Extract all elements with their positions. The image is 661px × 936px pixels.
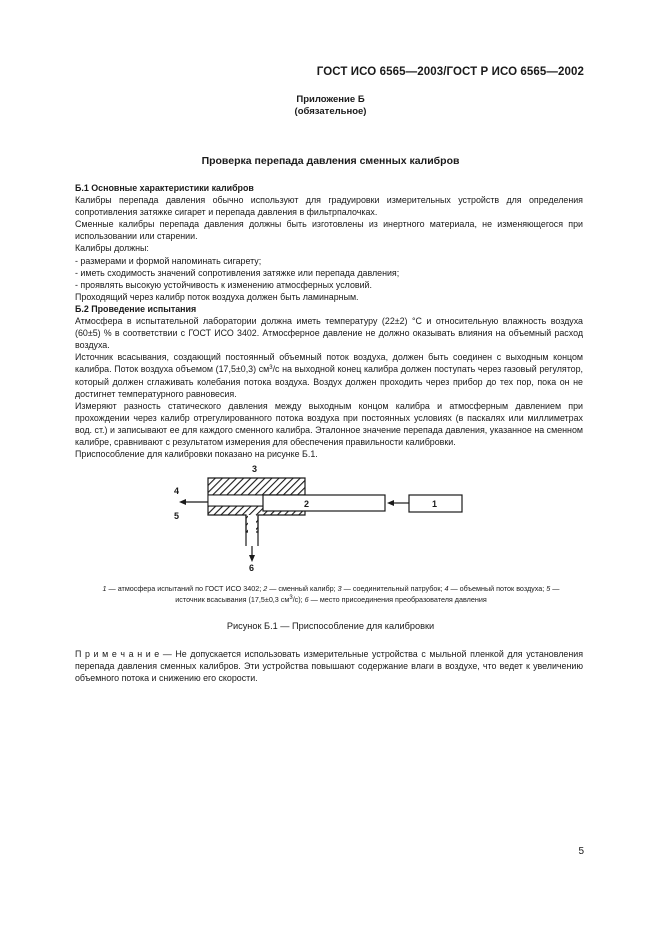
b2-paragraph-2 bbox=[75, 351, 583, 399]
label-5: 5 bbox=[174, 511, 180, 521]
b2-p2-part-b: /с на выходной конец калибра должен поступать через газовый регулятор, который должен сглаживать колебания потока воздуха. Воздух должен проходить через прибор до тех пор, пока он не достигнет температурного равновесия. bbox=[75, 364, 583, 399]
legend-text-5b: 0,3 см bbox=[268, 595, 290, 604]
side-channel-opening bbox=[248, 515, 256, 546]
connector-bore bbox=[208, 495, 263, 506]
calibration-diagram bbox=[160, 462, 480, 577]
label-1: 1 bbox=[432, 499, 438, 509]
label-6: 6 bbox=[249, 563, 255, 573]
calibrator bbox=[263, 495, 385, 511]
legend-num-6: 6 bbox=[304, 595, 309, 604]
b2-paragraph-1: Атмосфера в испытательной лаборатории должна иметь температуру (22±2) °C и относительную влажность воздуха (60±5) % в соответствии с ГОСТ ИСО 3402. Атмосферное давление не должно оказывать влияния на объемный расход воздуха. bbox=[75, 316, 583, 351]
b1-heading: Б.1 Основные характеристики калибров bbox=[75, 183, 254, 193]
airflow-arrow-head bbox=[387, 500, 394, 506]
legend-num-4: 4 bbox=[444, 584, 449, 593]
note-label: П р и м е ч а н и е bbox=[75, 649, 160, 659]
b1-paragraph-2: Сменные калибры перепада давления должны быть изготовлены из инертного материала, не изменяющегося при использовании или старении. bbox=[75, 219, 583, 242]
legend-text-2: — сменный калибр; bbox=[267, 584, 338, 593]
legend-text-1: — атмосфера испытаний по ГОСТ ИСО 3402; bbox=[106, 584, 264, 593]
note-text: — Не допускается использовать измерительные устройства с мыльной пленкой для установления перепада давления сменных калибров. Эти устройства повышают содержание влаги в воздухе, что ведет к увеличению объемного потока и снижению его скорости. bbox=[75, 649, 583, 684]
section-title: Проверка перепада давления сменных калибров bbox=[201, 155, 460, 167]
appendix-title: Приложение Б bbox=[296, 94, 365, 105]
b1-list-item-2: - иметь сходимость значений сопротивления затяжке или перепада давления; bbox=[75, 267, 400, 278]
b2-p2-part-a: Источник всасывания, создающий постоянный объемный поток воздуха, должен быть соединен с выходным концом калибра. Поток воздуха объемом (17,5±0,3) см bbox=[75, 352, 583, 375]
b2-paragraph-3: Измеряют разность статического давления между выходным концом калибра и атмосферным давлением при прохождении через калибр отрегулированного потока воздуха при постоянных условиях (в паскалях или миллиметрах вод. ст.) и записывают ее для каждого сменного калибра. Эталонное значение перепада давления, указанное на сменном калибре, сравнивают с результатом измерения для обеспечения правильности калибровки. bbox=[75, 400, 583, 447]
figure-legend bbox=[88, 583, 574, 605]
legend-superscript: 3 bbox=[289, 595, 293, 601]
document-header: ГОСТ ИСО 6565—2003/ГОСТ Р ИСО 6565—2002 bbox=[316, 66, 584, 78]
appendix-heading bbox=[0, 94, 661, 118]
label-3: 3 bbox=[252, 464, 258, 474]
appendix-status: (обязательное) bbox=[294, 106, 367, 117]
label-2: 2 bbox=[304, 499, 310, 509]
legend-text-3: — соединительный патрубок; bbox=[341, 584, 445, 593]
legend-text-5a: — источник всасывания (17,5 bbox=[175, 584, 560, 604]
legend-num-5: 5 bbox=[546, 584, 551, 593]
outflow-arrow-head bbox=[179, 499, 186, 505]
b2-p2-superscript: 3 bbox=[269, 365, 273, 372]
page-number: 5 bbox=[578, 846, 584, 857]
b1-paragraph-4: Проходящий через калибр поток воздуха должен быть ламинарным. bbox=[75, 291, 359, 302]
label-4: 4 bbox=[174, 486, 180, 496]
legend-text-5c: /с); bbox=[292, 595, 305, 604]
b2-heading: Б.2 Проведение испытания bbox=[75, 303, 197, 314]
b1-paragraph-3: Калибры должны: bbox=[75, 243, 149, 254]
legend-text-5pm: ± bbox=[264, 595, 269, 604]
legend-num-1: 1 bbox=[102, 584, 107, 593]
legend-num-3: 3 bbox=[337, 584, 342, 593]
pressure-arrow-head bbox=[249, 555, 255, 562]
body-text bbox=[75, 182, 583, 460]
b2-paragraph-4: Приспособление для калибровки показано на рисунке Б.1. bbox=[75, 449, 318, 460]
legend-text-6: — место присоединения преобразователя давления bbox=[308, 595, 487, 604]
b1-list-item-3: - проявлять высокую устойчивость к изменению атмосферных условий. bbox=[75, 279, 372, 290]
legend-text-4: — объемный поток воздуха; bbox=[448, 584, 547, 593]
figure-title: Рисунок Б.1 — Приспособление для калибровки bbox=[226, 621, 435, 631]
b1-paragraph-1: Калибры перепада давления обычно используют для градуировки измерительных устройств для определения сопротивления затяжке сигарет и перепада давления в фильтрпалочках. bbox=[75, 195, 583, 218]
note-paragraph bbox=[75, 648, 583, 684]
legend-num-2: 2 bbox=[263, 584, 268, 593]
b1-list-item-1: - размерами и формой напоминать сигарету; bbox=[75, 255, 262, 266]
